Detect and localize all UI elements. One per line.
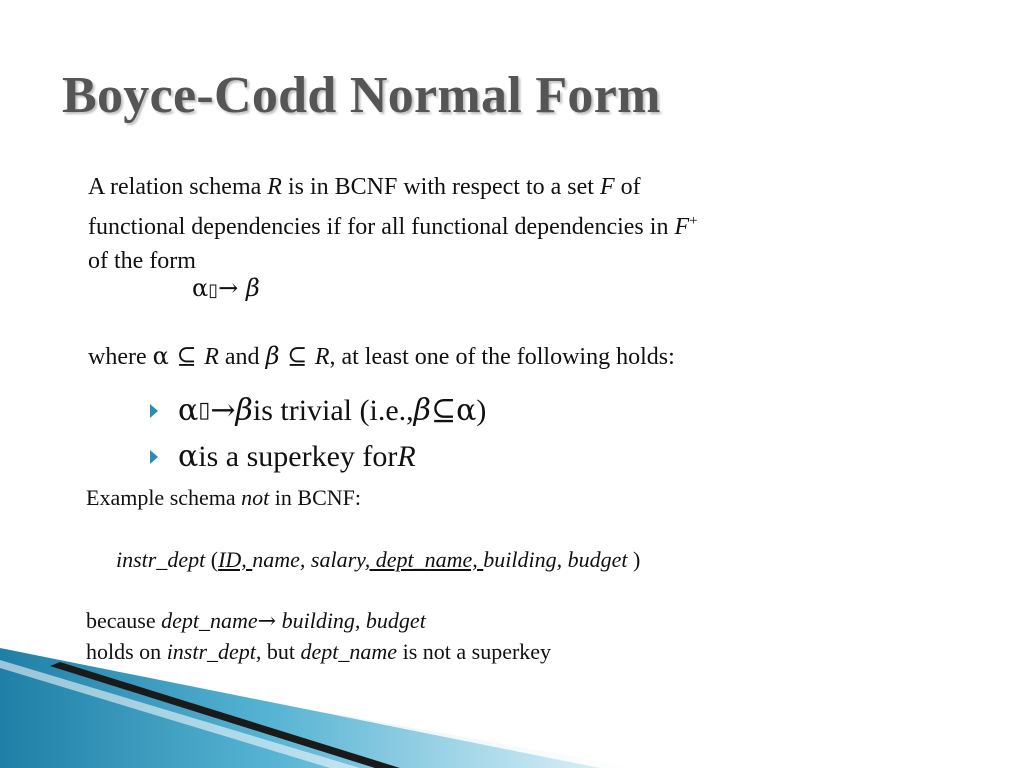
relation-name: instr_dept bbox=[116, 547, 206, 572]
fd-left: dept_name bbox=[161, 608, 258, 633]
text: ( bbox=[205, 547, 219, 572]
definition-paragraph bbox=[88, 170, 848, 278]
arrow-symbol: → bbox=[210, 393, 236, 428]
list-item bbox=[150, 388, 486, 434]
definition-line-3: of the form bbox=[88, 248, 196, 274]
beta-symbol: β bbox=[265, 342, 280, 370]
text: is a superkey for bbox=[198, 440, 398, 473]
slide-title: Boyce-Codd Normal Form bbox=[62, 67, 661, 124]
subset-symbol: ⊆ bbox=[168, 342, 205, 370]
text: Example schema bbox=[86, 485, 242, 510]
beta-symbol: β bbox=[235, 393, 253, 428]
example-schema bbox=[116, 544, 640, 575]
list-item bbox=[150, 434, 486, 480]
fd-formula bbox=[192, 274, 260, 303]
attributes: building, budget bbox=[483, 547, 628, 572]
text: is trivial (i.e., bbox=[252, 394, 414, 427]
text: is not a superkey bbox=[397, 639, 552, 664]
definition-line-1 bbox=[88, 170, 848, 204]
key-attribute-id: ID, bbox=[218, 547, 253, 572]
beta-symbol: β bbox=[238, 274, 260, 302]
condition-list bbox=[150, 388, 486, 480]
definition-line-2 bbox=[88, 204, 848, 244]
text: , at least one of the following holds: bbox=[329, 344, 675, 370]
var-R: R bbox=[397, 440, 416, 473]
text: because bbox=[86, 608, 162, 633]
alpha-symbol: α bbox=[192, 274, 209, 302]
var-F: F bbox=[599, 174, 615, 200]
emphasis-not: not bbox=[241, 485, 270, 510]
beta-symbol: β bbox=[413, 393, 431, 428]
example-intro bbox=[86, 482, 361, 513]
text: in BCNF: bbox=[269, 485, 361, 510]
attributes: name, salary bbox=[252, 547, 365, 572]
var-R: R bbox=[204, 344, 219, 370]
text: holds on bbox=[86, 639, 167, 664]
text: A relation schema bbox=[88, 174, 268, 200]
text: ) bbox=[476, 394, 487, 427]
text: ) bbox=[627, 547, 641, 572]
text: where bbox=[88, 344, 153, 370]
triangle-bullet-icon bbox=[150, 450, 158, 464]
alpha-symbol: α bbox=[152, 342, 169, 370]
text: of bbox=[614, 174, 641, 200]
arrow-symbol: → bbox=[257, 609, 277, 634]
subset-symbol: ⊆ bbox=[431, 393, 457, 428]
text: is in BCNF with respect to a set bbox=[281, 174, 600, 200]
key-attribute-dept-name: , dept_name, bbox=[364, 547, 484, 572]
alpha-symbol: α bbox=[178, 393, 199, 428]
missing-glyph-box: ▯ bbox=[208, 280, 219, 301]
alpha-symbol: α bbox=[178, 439, 199, 474]
triangle-bullet-icon bbox=[150, 404, 158, 418]
text: functional dependencies if for all functional dependencies in bbox=[88, 214, 675, 240]
text: and bbox=[218, 344, 266, 370]
text: but bbox=[261, 639, 301, 664]
var-R: R bbox=[267, 174, 282, 200]
attribute-name: dept_name bbox=[300, 639, 398, 664]
example-because bbox=[86, 605, 426, 637]
relation-name: instr_dept, bbox=[166, 639, 262, 664]
arrow-symbol: → bbox=[218, 274, 239, 302]
subset-symbol: ⊆ bbox=[279, 342, 315, 370]
where-clause bbox=[88, 342, 675, 371]
closure-plus: + bbox=[689, 213, 698, 229]
missing-glyph-box: ▯ bbox=[198, 398, 211, 423]
var-R: R bbox=[314, 344, 330, 370]
fd-right: building, budget bbox=[276, 608, 426, 633]
example-holds bbox=[86, 636, 551, 667]
var-F: F bbox=[674, 214, 690, 240]
alpha-symbol: α bbox=[456, 393, 477, 428]
